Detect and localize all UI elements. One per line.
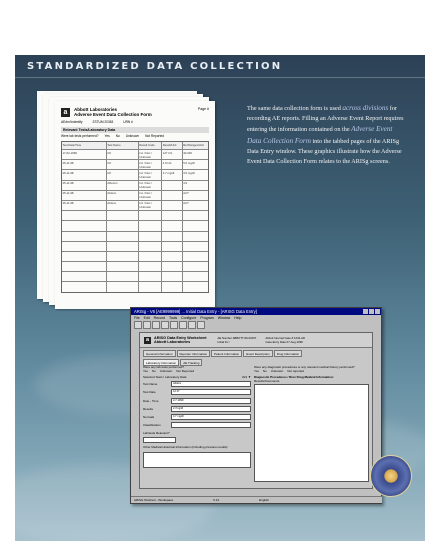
toolbar-button[interactable]: [134, 321, 142, 329]
table-cell: [62, 211, 106, 220]
field-label: Classification: [143, 423, 161, 428]
table-row: [62, 169, 208, 179]
diag-question: Were any diagnostic procedures or any relevant medical history performed?: [254, 365, 355, 369]
table-cell: [62, 232, 106, 241]
tab-drug-information[interactable]: Drug Information: [274, 350, 302, 357]
window-title: ARISg - V6 [AE9999999] ... Initial Data Entry - [ARISG Data Entry]: [134, 309, 257, 314]
field-label: Test Name: [143, 382, 158, 387]
notes-textarea[interactable]: [254, 384, 369, 482]
radio-yes[interactable]: Yes: [143, 369, 148, 373]
results-input[interactable]: 2.7mg/dl: [171, 406, 251, 412]
tab-laboratory-information[interactable]: Laboratory Information: [143, 359, 179, 366]
table-row: [62, 241, 208, 251]
table-cell: [62, 272, 106, 281]
tab-content: [143, 365, 369, 483]
worksheet-meta-right: [265, 336, 305, 344]
status-bar: [131, 496, 382, 503]
section-title: STANDARDIZED DATA COLLECTION: [27, 61, 283, 72]
menu-file[interactable]: File: [134, 316, 140, 320]
form-id-value: ZSTUM 20363: [92, 120, 114, 124]
table-cell: [62, 252, 106, 261]
form-title: Adverse Event Data Collection Form: [74, 112, 152, 117]
table-cell: Abdom: [106, 201, 138, 210]
menu-tools[interactable]: Tools: [168, 316, 178, 320]
table-cell: [161, 252, 181, 261]
table-cell: Inc / Dec / Unknown: [138, 170, 161, 179]
field-classification: [143, 422, 251, 428]
toolbar-button[interactable]: [179, 321, 187, 329]
table-row: [62, 251, 208, 261]
form-urn-label: URN #: [123, 120, 133, 124]
table-cell: [106, 221, 138, 230]
form-ids: [61, 120, 209, 124]
abbott-logo-icon: a: [145, 336, 150, 343]
table-cell: 40-200: [182, 150, 208, 159]
globe-seal-icon: [370, 455, 412, 497]
table-cell: [161, 221, 181, 230]
menu-help[interactable]: Help: [234, 316, 242, 320]
table-cell: [138, 282, 161, 291]
field-label: Normals: [143, 414, 155, 419]
table-cell: [161, 181, 181, 190]
diag-options: [254, 369, 369, 373]
menu-record[interactable]: Record: [153, 316, 165, 320]
status-left: ARISG Work/scr...Workspace: [134, 498, 174, 502]
table-cell: [161, 262, 181, 271]
relevant-label: Lab/tests Relevant?: [143, 431, 170, 436]
table-cell: [62, 242, 106, 251]
table-cell: CK: [106, 170, 138, 179]
form-section-band: Relevant Tests/Laboratory Data: [61, 127, 209, 133]
table-row: [62, 281, 208, 291]
toolbar-button[interactable]: [152, 321, 160, 329]
arisg-window[interactable]: [130, 307, 382, 504]
tab-bar: [140, 348, 372, 357]
field-relevant: [143, 437, 251, 443]
table-cell: 25-11-98: [62, 181, 74, 186]
table-cell: ACT: [182, 201, 208, 210]
table-row: [62, 231, 208, 241]
case-entry-value: 07-Aug-1996: [286, 340, 303, 344]
initial-value: I: [228, 340, 230, 344]
field-test-date: [143, 389, 251, 395]
form-option: Unknown: [125, 134, 140, 138]
table-cell: 3.5 mg/dl: [182, 170, 208, 179]
column-header: Test Date/Time: [62, 142, 82, 147]
menu-configure[interactable]: Configure: [181, 316, 197, 320]
radio-unknown[interactable]: Unknown: [159, 369, 173, 373]
table-cell: [138, 232, 161, 241]
tab-patient-information[interactable]: Patient Information: [211, 350, 242, 357]
worksheet-title: ARISG Data Entry Worksheet: [154, 335, 207, 340]
table-cell: [161, 282, 181, 291]
intro-part-3: into the tabbed pages of the ARISg Data Entry window. These graphics illustrate how the Adverse Event Data Collection Form relates to the ARISg screens.: [247, 137, 402, 166]
table-cell: 25-11-98: [62, 191, 74, 196]
table-cell: Inc / Dec / Unknown: [138, 201, 161, 210]
table-cell: [138, 272, 161, 281]
table-header-row: [62, 142, 208, 149]
table-cell: CK: [106, 150, 138, 159]
brochure-panel: [15, 55, 425, 541]
form-org: Abbott Laboratories: [74, 107, 118, 112]
list-header: [143, 375, 251, 379]
menu-window[interactable]: Window: [217, 316, 231, 320]
column-header: Result Code: [138, 142, 161, 149]
table-row: [62, 149, 208, 159]
intro-emphasis-2: Adverse Event Data Collection Form: [247, 125, 393, 145]
form-page-number: Page #: [197, 107, 209, 111]
lab-left-column: [143, 365, 251, 483]
table-cell: Inc / Dec / Unknown: [138, 181, 161, 190]
table-cell: 2.7 mg/dl: [161, 170, 181, 179]
table-cell: Inc / Dec / Unknown: [138, 191, 161, 200]
table-cell: [106, 211, 138, 220]
field-results: [143, 406, 251, 412]
notes-subheader: Results/Comments: [254, 379, 280, 383]
list-count-select[interactable]: #21 ▼: [242, 375, 251, 379]
worksheet-org: Abbott Laboratories: [154, 340, 191, 344]
worksheet-meta: [217, 336, 256, 344]
maximize-icon[interactable]: [369, 309, 374, 314]
table-cell: [182, 262, 208, 271]
radio-no[interactable]: No: [151, 369, 156, 373]
table-cell: [161, 211, 181, 220]
radio-not-reported[interactable]: Not Reported: [176, 369, 195, 373]
table-cell: [182, 252, 208, 261]
table-cell: [138, 252, 161, 261]
intro-emphasis-1: across divisions: [342, 104, 389, 112]
field-label: Results: [143, 406, 154, 411]
table-cell: Inc / Dec / Unknown: [138, 150, 161, 159]
list-label: Selected Tests / Laboratory Data: [143, 375, 187, 379]
table-cell: [182, 282, 208, 291]
table-cell: [182, 272, 208, 281]
intro-text: [247, 103, 407, 167]
column-header: Test Name: [106, 142, 138, 149]
field-normals: [143, 414, 251, 420]
toolbar-button[interactable]: [161, 321, 169, 329]
title-divider: [15, 77, 425, 78]
table-cell: [106, 242, 138, 251]
menu-program[interactable]: Program: [200, 316, 214, 320]
form-id-label: AEdrn'Indentify: [61, 120, 83, 124]
table-cell: [182, 232, 208, 241]
table-cell: Inc / Dec / Unknown: [138, 160, 161, 169]
table-cell: CK: [106, 160, 138, 169]
table-cell: [138, 211, 161, 220]
table-cell: [106, 262, 138, 271]
close-icon[interactable]: [375, 309, 380, 314]
field-label: Test Date: [143, 390, 156, 395]
table-row: [62, 190, 208, 200]
internal-case-value: 1234-AD: [293, 336, 306, 340]
form-option: Yes: [104, 134, 110, 138]
tab-event-description[interactable]: Event Description: [243, 350, 273, 357]
table-cell: 25-11-98: [62, 170, 74, 175]
window-controls: [363, 309, 380, 314]
window-titlebar[interactable]: [131, 308, 381, 315]
toolbar-button[interactable]: [143, 321, 151, 329]
case-entry-label: Case Entry Date: [265, 340, 286, 344]
table-cell: [161, 201, 181, 210]
table-cell: [161, 191, 181, 200]
table-cell: [62, 282, 106, 291]
table-cell: [106, 252, 138, 261]
table-row: [62, 200, 208, 210]
radio-no[interactable]: No: [262, 369, 267, 373]
test-date-input[interactable]: 12 27: [171, 389, 251, 395]
form-option: Not Reported: [145, 134, 165, 138]
classification-select[interactable]: [171, 422, 251, 428]
toolbar-button[interactable]: [188, 321, 196, 329]
worksheet-window: [139, 332, 373, 489]
tab-general-information[interactable]: General Information: [143, 350, 176, 357]
ae-number-label: AE Number: [217, 336, 232, 340]
toolbar-button[interactable]: [170, 321, 178, 329]
table-row: [62, 210, 208, 220]
status-middle: 5.13: [213, 498, 220, 502]
table-row: [62, 180, 208, 190]
other-info-label: Other Medical Historical Information (Including previous results):: [143, 445, 229, 450]
internal-case-label: Abbott Internal Case #: [265, 336, 294, 340]
form-question: Were lab tests performed?: [61, 134, 99, 138]
normals-input[interactable]: 4.7 mg/dl: [171, 414, 251, 420]
minimize-icon[interactable]: [363, 309, 368, 314]
table-cell: 25-11-98: [62, 201, 74, 206]
lab-question: Were any lab tests performed?: [143, 365, 184, 369]
ae-number-value: ABBOTT-96-00197: [232, 336, 257, 340]
table-row: [62, 220, 208, 230]
table-cell: [62, 221, 106, 230]
form-question-row: [61, 134, 209, 138]
table-cell: 4.9 U/L: [161, 160, 181, 169]
table-cell: [182, 242, 208, 251]
column-header: Ref Ranges/Unit: [182, 142, 208, 149]
table-cell: [106, 272, 138, 281]
table-cell: [62, 262, 106, 271]
initial-label: Initial f/u: [217, 340, 228, 344]
test-name-input[interactable]: Abdom: [171, 381, 251, 387]
relevant-select[interactable]: [143, 437, 176, 443]
notes-header: Diagnostic Procedures / Rrev Drug Medical Information:: [254, 375, 334, 379]
radio-yes[interactable]: Yes: [254, 369, 259, 373]
lab-options: [143, 369, 251, 373]
menu-edit[interactable]: Edit: [143, 316, 150, 320]
radio-unknown[interactable]: Unknown: [270, 369, 284, 373]
table-cell: ACT: [182, 191, 208, 200]
table-cell: 127 U/L: [161, 150, 181, 159]
form-option: No: [115, 134, 120, 138]
table-cell: [138, 242, 161, 251]
column-header: Result/Unit: [161, 142, 181, 149]
table-cell: 17-02-1999: [62, 150, 77, 155]
tab-reporter-information[interactable]: Reporter Information: [177, 350, 211, 357]
table-cell: [106, 232, 138, 241]
radio-not-reported[interactable]: Not reported: [287, 369, 304, 373]
field-label: Date - Time: [143, 398, 159, 403]
table-cell: [161, 232, 181, 241]
status-language: English: [259, 498, 269, 502]
lab-right-column: [254, 365, 369, 483]
table-cell: [106, 282, 138, 291]
toolbar: [131, 321, 381, 329]
table-cell: [182, 211, 208, 220]
toolbar-button[interactable]: [197, 321, 205, 329]
tab-ae-tracking[interactable]: AE Tracking: [180, 359, 202, 366]
intro-part-2: for recording AE reports. Filling an Adverse Event Report requires entering the information contained on the: [247, 105, 404, 134]
table-row: [62, 261, 208, 271]
table-cell: 25-11-98: [62, 160, 74, 165]
table-cell: [161, 272, 181, 281]
table-cell: [138, 221, 161, 230]
table-row: [62, 159, 208, 169]
abbott-logo-icon: a: [61, 108, 70, 117]
table-row: [62, 271, 208, 281]
worksheet-header: [140, 333, 372, 348]
other-info-textarea[interactable]: [143, 452, 251, 468]
form-lab-table: [61, 141, 209, 293]
field-date-time: [143, 398, 251, 404]
table-cell: [182, 221, 208, 230]
table-cell: 5.0 mg/dl: [182, 160, 208, 169]
form-header: [61, 107, 209, 117]
table-cell: [161, 242, 181, 251]
table-cell: [138, 262, 161, 271]
paper-form: [55, 101, 215, 309]
field-test-name: [143, 381, 251, 387]
date-time-input[interactable]: 2-7-1999: [171, 398, 251, 404]
intro-part-1: The same data collection form is used: [247, 105, 341, 112]
table-cell: 4.9: [182, 181, 208, 190]
table-cell: Abdom: [106, 191, 138, 200]
table-cell: Albumin: [106, 181, 138, 190]
